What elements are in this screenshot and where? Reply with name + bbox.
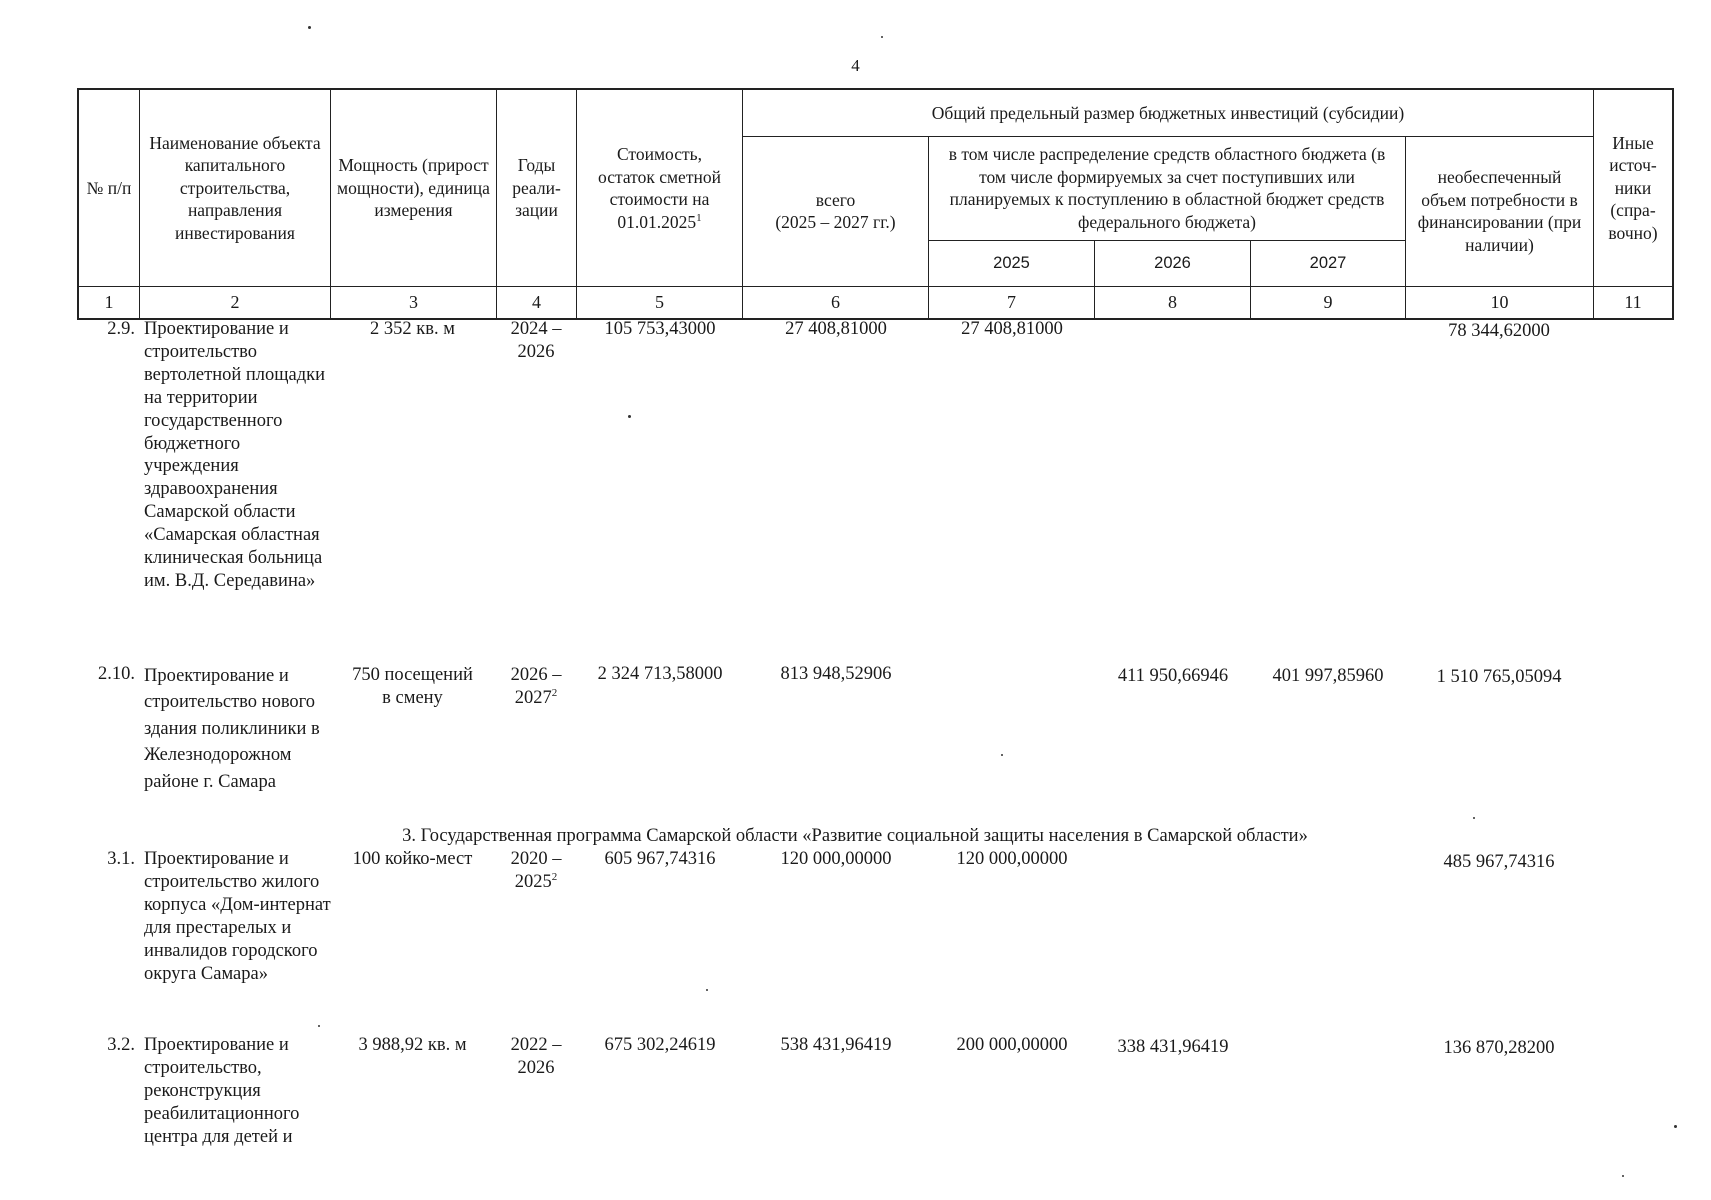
scan-speck xyxy=(318,1025,320,1027)
row-years-end: 2026 xyxy=(517,342,555,362)
row-2025: 120 000,00000 xyxy=(956,849,1068,869)
column-number-8: 8 xyxy=(1168,292,1177,313)
scan-speck xyxy=(308,26,311,29)
row-number: 3.1. xyxy=(107,849,135,869)
row-total: 120 000,00000 xyxy=(780,849,892,869)
row-object-name: Проектирование и строительство, реконструкция реабилитационного центра для детей и xyxy=(144,1035,300,1147)
scan-speck xyxy=(706,989,708,991)
section-3-title: 3. Государственная программа Самарской области «Развитие социальной защиты населения в Самарской области» xyxy=(402,826,1308,846)
header-group-title: Общий предельный размер бюджетных инвестиций (субсидии) xyxy=(931,102,1405,123)
header-col-name: Наименование объекта капитального строительства, направления инвестирования xyxy=(149,132,321,243)
footnote-1-marker: 1 xyxy=(696,211,702,224)
header-year-2025: 2025 xyxy=(993,253,1030,272)
row-unfunded: 136 870,28200 xyxy=(1443,1038,1555,1058)
column-number-5: 5 xyxy=(655,292,664,313)
header-col-cost-text: Стоимость, остаток сметной стоимости на 01.01.2025 xyxy=(598,144,721,232)
row-years-start: 2024 – xyxy=(510,319,562,339)
header-year-2027: 2027 xyxy=(1309,253,1347,272)
row-object-name: Проектирование и строительство жилого корпуса «Дом-интернат для престарелых и инвалидов городского округа Самара» xyxy=(144,849,331,984)
header-col-other: Иные источ-ники (спра-вочно) xyxy=(1608,132,1658,243)
row-years-end: 2025$^2$ xyxy=(514,870,558,892)
row-capacity-unit: в смену xyxy=(382,688,443,708)
row-total: 813 948,52906 xyxy=(780,664,892,684)
row-object-name: Проектирование и строительство нового здания поликлиники в Железнодорожном районе г. Самара xyxy=(144,666,320,792)
row-years-start: 2020 – xyxy=(510,849,562,869)
header-col-total-line1: всего xyxy=(815,189,856,210)
column-number-11: 11 xyxy=(1624,292,1642,313)
row-years-start: 2022 – xyxy=(510,1035,562,1055)
table-header xyxy=(77,88,1674,320)
scan-speck xyxy=(881,36,883,38)
row-years-start: 2026 – xyxy=(510,665,562,685)
column-number-3: 3 xyxy=(409,292,418,313)
row-years-end: 2026 xyxy=(517,1058,555,1078)
row-capacity: 3 988,92 кв. м xyxy=(358,1035,467,1055)
column-number-6: 6 xyxy=(831,292,840,313)
row-years-end: 2027$^2$ xyxy=(514,686,558,708)
column-number-7: 7 xyxy=(1007,292,1016,313)
row-total: 27 408,81000 xyxy=(785,319,887,339)
column-number-9: 9 xyxy=(1323,292,1333,313)
row-2026: 411 950,66946 xyxy=(1117,666,1229,686)
footnote-2-marker: 2 xyxy=(551,686,558,699)
row-2027: 401 997,85960 xyxy=(1272,666,1384,686)
header-col-unfunded: необеспеченный объем потребности в финансировании (при наличии) xyxy=(1417,167,1582,255)
page-number: 4 xyxy=(851,56,860,75)
row-cost: 2 324 713,58000 xyxy=(597,664,723,684)
header-col-years: Годы реали-зации xyxy=(512,155,561,221)
scan-speck xyxy=(1622,1175,1624,1177)
header-col-total-line2: (2025 – 2027 гг.) xyxy=(775,212,896,232)
column-number-4: 4 xyxy=(532,292,541,313)
column-number-10: 10 xyxy=(1490,292,1509,313)
column-number-1: 1 xyxy=(104,292,114,313)
row-number: 2.10. xyxy=(98,664,135,684)
header-col-total xyxy=(743,136,928,286)
header-year-2026: 2026 xyxy=(1154,253,1191,272)
scan-speck xyxy=(1674,1125,1677,1128)
row-unfunded: 485 967,74316 xyxy=(1443,852,1555,872)
row-2025: 27 408,81000 xyxy=(961,319,1063,339)
row-cost: 605 967,74316 xyxy=(604,849,716,869)
row-number: 3.2. xyxy=(107,1035,135,1055)
scan-speck xyxy=(1473,817,1475,819)
column-number-2: 2 xyxy=(230,292,240,313)
row-total: 538 431,96419 xyxy=(780,1035,892,1055)
row-cost: 105 753,43000 xyxy=(604,319,716,339)
row-2026: 338 431,96419 xyxy=(1117,1037,1229,1057)
row-capacity: 100 койко-мест xyxy=(352,849,473,869)
header-col-number: № п/п xyxy=(86,177,132,198)
row-capacity: 2 352 кв. м xyxy=(370,319,455,339)
row-unfunded: 78 344,62000 xyxy=(1448,321,1550,341)
row-2025: 200 000,00000 xyxy=(956,1035,1068,1055)
row-object-name: Проектирование и строительство вертолетной площадки на территории государственного бюджетного учреждения здравоохранения Самарской области «Самарская областная клиническая больница им. В.Д. Середавина» xyxy=(144,319,326,591)
scan-speck xyxy=(1001,754,1003,756)
header-subgroup-title: в том числе распределение средств областного бюджета (в том числе формируемых за счет поступивших или планируемых к поступлению в областной бюджет средств федерального бюджета) xyxy=(948,144,1386,232)
row-unfunded: 1 510 765,05094 xyxy=(1436,667,1562,687)
row-cost: 675 302,24619 xyxy=(604,1035,716,1055)
row-capacity: 750 посещений xyxy=(352,665,473,685)
scan-speck xyxy=(628,415,631,418)
header-col-cost xyxy=(577,100,742,276)
row-number: 2.9. xyxy=(107,319,135,339)
footnote-2-marker: 2 xyxy=(551,870,558,883)
header-col-capacity: Мощность (прирост мощности), единица измерения xyxy=(337,155,490,221)
